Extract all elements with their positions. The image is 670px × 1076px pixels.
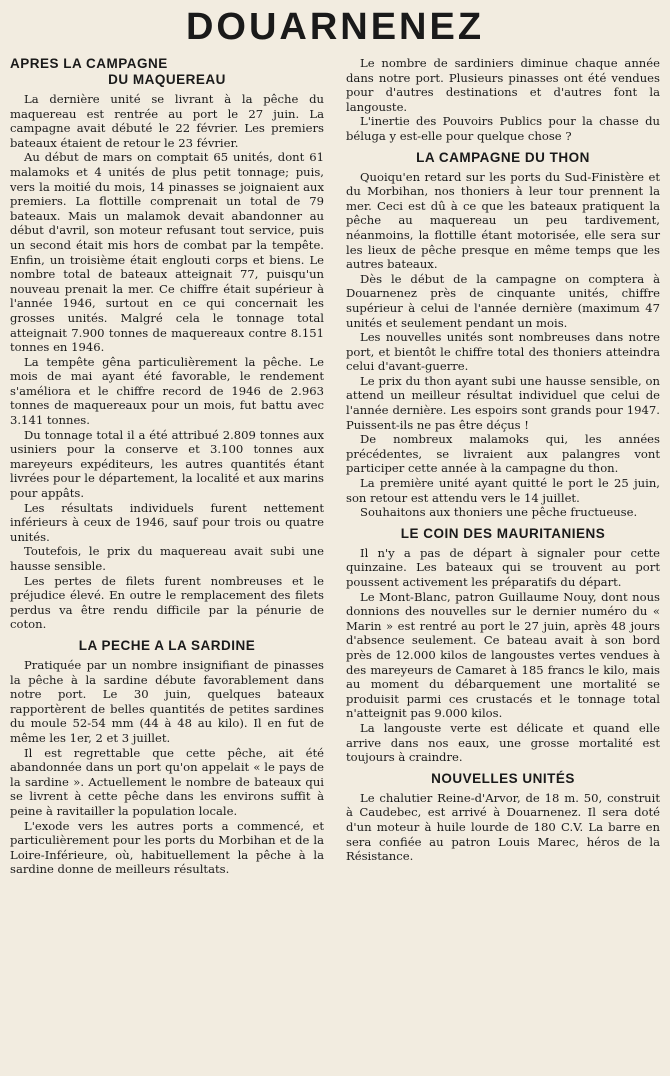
paragraph: Les nouvelles unités sont nombreuses dans notre port, et bientôt le chiffre total des thoniers atteindra celui d'avant-guerre. (346, 330, 660, 374)
paragraph: Le nombre de sardiniers diminue chaque année dans notre port. Plusieurs pinasses ont été vendues pour d'autres destinations et d'autres font la langouste. (346, 56, 660, 114)
paragraph: Il n'y a pas de départ à signaler pour cette quinzaine. Les bateaux qui se trouvent au port poussent activement les préparatifs du départ. (346, 545, 660, 589)
paragraph: Du tonnage total il a été attribué 2.809 tonnes aux usiniers pour la conserve et 3.100 tonnes aux mareyeurs expéditeurs, les autres quantités étant livrées pour le département, la localité et aux marins pour appâts. (10, 427, 324, 501)
right-column (346, 56, 660, 877)
paragraph: Il est regrettable que cette pêche, ait été abandonnée dans un port qu'on appelait « le pays de la sardine ». Actuellement le nombre de bateaux qui se livrent à cette pêche dans les environs suffit à peine à ravitailler la population locale. (10, 745, 324, 818)
paragraph: Souhaitons aux thoniers une pêche fructueuse. (360, 505, 638, 520)
heading-mackerel-line2: DU MAQUEREAU (108, 72, 226, 87)
paragraph: Quoiqu'en retard sur les ports du Sud-Finistère et du Morbihan, nos thoniers à leur tour prennent la mer. Ceci est dû à ce que les bateaux pratiquent la pêche au maquereau un peu tardivement, néanmoins, la flottille étant motorisée, elle sera sur les lieux de pêche presque en même temps que les autres bateaux. (346, 169, 660, 272)
paragraph: La première unité ayant quitté le port le 25 juin, son retour est attendu vers le 14 juillet. (346, 476, 660, 505)
heading-mackerel-line1: APRES LA CAMPAGNE (10, 56, 168, 71)
paragraph: Toutefois, le prix du maquereau avait subi une hausse sensible. (10, 544, 324, 573)
heading-sardine-fishing: LA PECHE A LA SARDINE (78, 637, 256, 653)
paragraph: Au début de mars on comptait 65 unités, dont 61 malamoks et 4 unités de plus petit tonnage; puis, vers la moitié du mois, 14 pinasses se joignaient aux premiers. La flottille comprenait un total de 79 bateaux. Mais un malamok devait abandonner au début d'avril, son moteur refusant tout service, puis un second était mis hors de combat par la tempête. Enfin, un troisième était englouti corps et biens. Le nombre total de bateaux atteignait 77, puisqu'un nouveau prenait la mer. Ce chiffre était supérieur à l'année 1946, surtout en ce qui concernait les grosses unités. Malgré cela le tonnage total atteignait 7.900 tonnes de maquereaux contre 8.151 tonnes en 1946. (10, 150, 324, 355)
article-columns (10, 56, 660, 877)
paragraph: La tempête gêna particulièrement la pêche. Le mois de mai ayant été favorable, le rendement s'améliora et le chiffre record de 1946 de 2.963 tonnes de maquereaux pour un mois, fut battu avec 3.141 tonnes. (10, 354, 324, 428)
heading-new-units: NOUVELLES UNITÉS (431, 770, 575, 786)
paragraph: L'inertie des Pouvoirs Publics pour la chasse du béluga y est-elle pour quelque chose ? (346, 114, 660, 143)
paragraph: Le prix du thon ayant subi une hausse sensible, on attend un meilleur résultat individuel que celui de l'année dernière. Les espoirs sont grands pour 1947. Puissent-ils ne pas être déçus ! (346, 373, 660, 432)
masthead-title: DOUARNENEZ (185, 6, 485, 48)
paragraph: La langouste verte est délicate et quand elle arrive dans nos eaux, une grosse mortalité est toujours à craindre. (346, 720, 660, 765)
paragraph: Dès le début de la campagne on comptera à Douarnenez près de cinquante unités, chiffre supérieur à celui de l'année dernière (maximum 47 unités et seulement pendant un mois. (346, 271, 660, 330)
heading-tuna-campaign: LA CAMPAGNE DU THON (416, 149, 590, 165)
paragraph: Les pertes de filets furent nombreuses et le préjudice élevé. En outre le remplacement des filets perdus va être rendu difficile par la pénurie de coton. (10, 573, 324, 632)
paragraph: L'exode vers les autres ports a commencé, et particulièrement pour les ports du Morbihan et de la Loire-Inférieure, où, habituellement la pêche à la sardine donne de meilleurs résultats. (10, 818, 324, 877)
paragraph: Le Mont-Blanc, patron Guillaume Nouy, dont nous donnions des nouvelles sur le dernier numéro du « Marin » est rentré au port le 27 juin, après 48 jours d'absence seulement. Ce bateau avait à son bord près de 12.000 kilos de langoustes vertes vendues à des mareyeurs de Camaret à 185 francs le kilo, mais au moment du débarquement une mortalité se produisit parmi ces crustacés et le tonnage total n'atteignit pas 9.000 kilos. (346, 589, 660, 721)
heading-mauritanians-corner: LE COIN DES MAURITANIENS (400, 525, 606, 541)
paragraph: De nombreux malamoks qui, les années précédentes, se livraient aux palangres vont participer cette année à la campagne du thon. (346, 432, 660, 476)
left-column (10, 56, 324, 877)
paragraph: Pratiquée par un nombre insignifiant de pinasses la pêche à la sardine débute favorablement dans notre port. Le 30 juin, quelques bateaux rapportèrent de belles quantités de petites sardines du moule 52-54 mm (44 à 48 au kilo). Il en fut de même les 1er, 2 et 3 juillet. (10, 657, 324, 745)
paragraph: Le chalutier Reine-d'Arvor, de 18 m. 50, construit à Caudebec, est arrivé à Douarnenez. Il sera doté d'un moteur à huile lourde de 180 C.V. La barre en sera confiée au patron Louis Marec, héros de la Résistance. (346, 790, 660, 864)
paragraph: Les résultats individuels furent nettement inférieurs à ceux de 1946, sauf pour trois ou quatre unités. (10, 500, 324, 544)
heading-mackerel-campaign (10, 56, 324, 88)
paragraph: La dernière unité se livrant à la pêche du maquereau est rentrée au port le 27 juin. La campagne avait débuté le 22 février. Les premiers bateaux étaient de retour le 23 février. (10, 92, 324, 150)
